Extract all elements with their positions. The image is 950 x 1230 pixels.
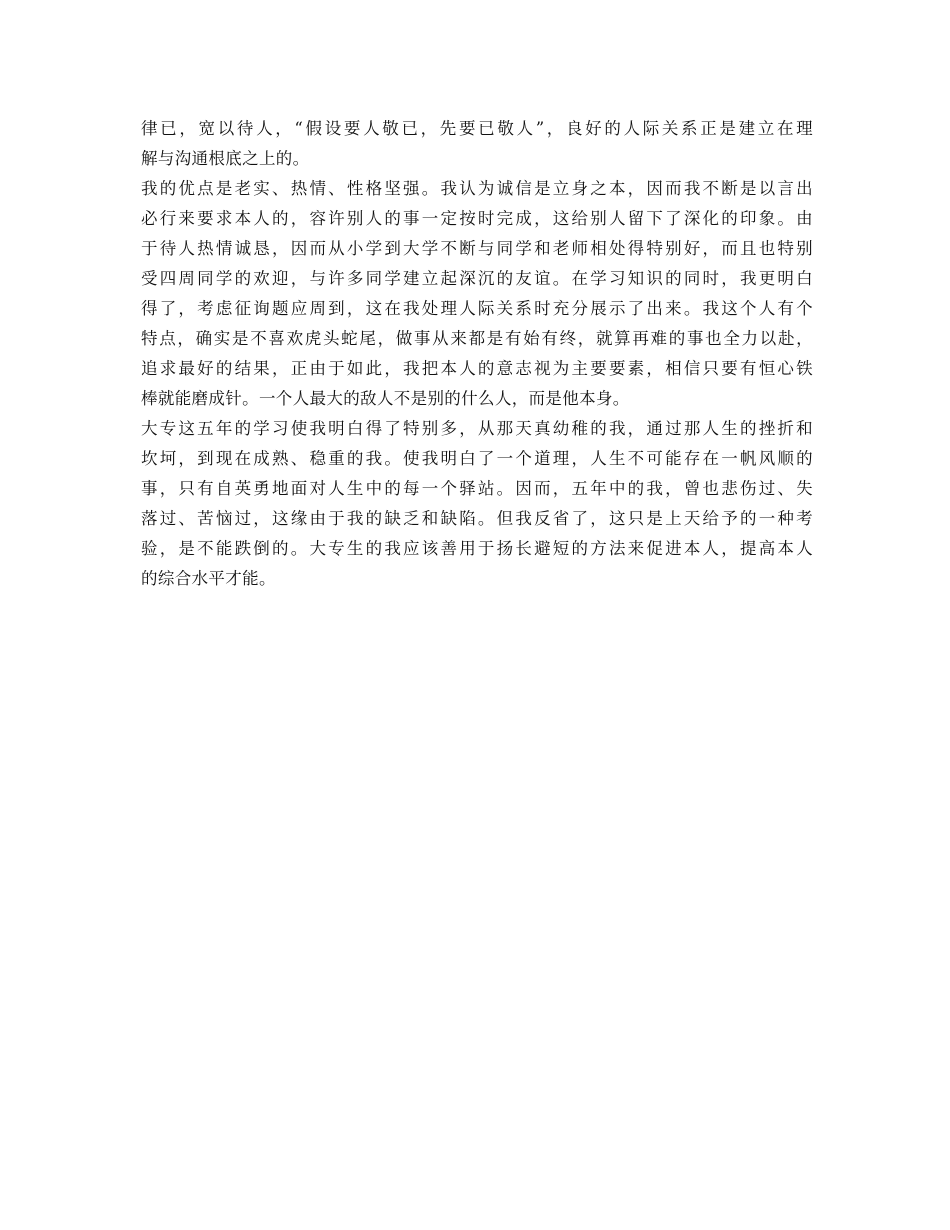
text-line: 追求最好的结果，正由于如此，我把本人的意志视为主要要素，相信只要有恒心铁 bbox=[141, 359, 813, 378]
text-line: 落过、苦恼过，这缘由于我的缺乏和缺陷。但我反省了，这只是上天给予的一种考 bbox=[141, 509, 813, 528]
text-line: 特点，确实是不喜欢虎头蛇尾，做事从来都是有始有终，就算再难的事也全力以赴， bbox=[141, 329, 813, 348]
paragraph-1 bbox=[141, 114, 813, 174]
text-line: 坎坷，到现在成熟、稳重的我。使我明白了一个道理，人生不可能存在一帆风顺的 bbox=[141, 449, 813, 468]
text-line: 得了，考虑征询题应周到，这在我处理人际关系时充分展示了出来。我这个人有个 bbox=[141, 299, 813, 318]
text-line: 大专这五年的学习使我明白得了特别多，从那天真幼稚的我，通过那人生的挫折和 bbox=[141, 419, 813, 438]
text-line: 事，只有自英勇地面对人生中的每一个驿站。因而，五年中的我，曾也悲伤过、失 bbox=[141, 479, 813, 498]
text-line: 验，是不能跌倒的。大专生的我应该善用于扬长避短的方法来促进本人，提高本人 bbox=[141, 539, 813, 558]
text-line: 必行来要求本人的，容许别人的事一定按时完成，这给别人留下了深化的印象。由 bbox=[141, 209, 813, 228]
text-line: 棒就能磨成针。一个人最大的敌人不是别的什么人，而是他本身。 bbox=[141, 389, 630, 408]
text-line: 的综合水平才能。 bbox=[141, 569, 276, 588]
document-body bbox=[141, 114, 813, 594]
paragraph-2 bbox=[141, 174, 813, 414]
text-line: 受四周同学的欢迎，与许多同学建立起深沉的友谊。在学习知识的同时，我更明白 bbox=[141, 269, 813, 288]
paragraph-3 bbox=[141, 414, 813, 594]
text-line: 于待人热情诚恳，因而从小学到大学不断与同学和老师相处得特别好，而且也特别 bbox=[141, 239, 813, 258]
text-line: 律已，宽以待人，“假设要人敬已，先要已敬人”，良好的人际关系正是建立在理 bbox=[141, 119, 813, 138]
text-line: 解与沟通根底之上的。 bbox=[141, 149, 310, 168]
text-line: 我的优点是老实、热情、性格坚强。我认为诚信是立身之本，因而我不断是以言出 bbox=[141, 179, 813, 198]
